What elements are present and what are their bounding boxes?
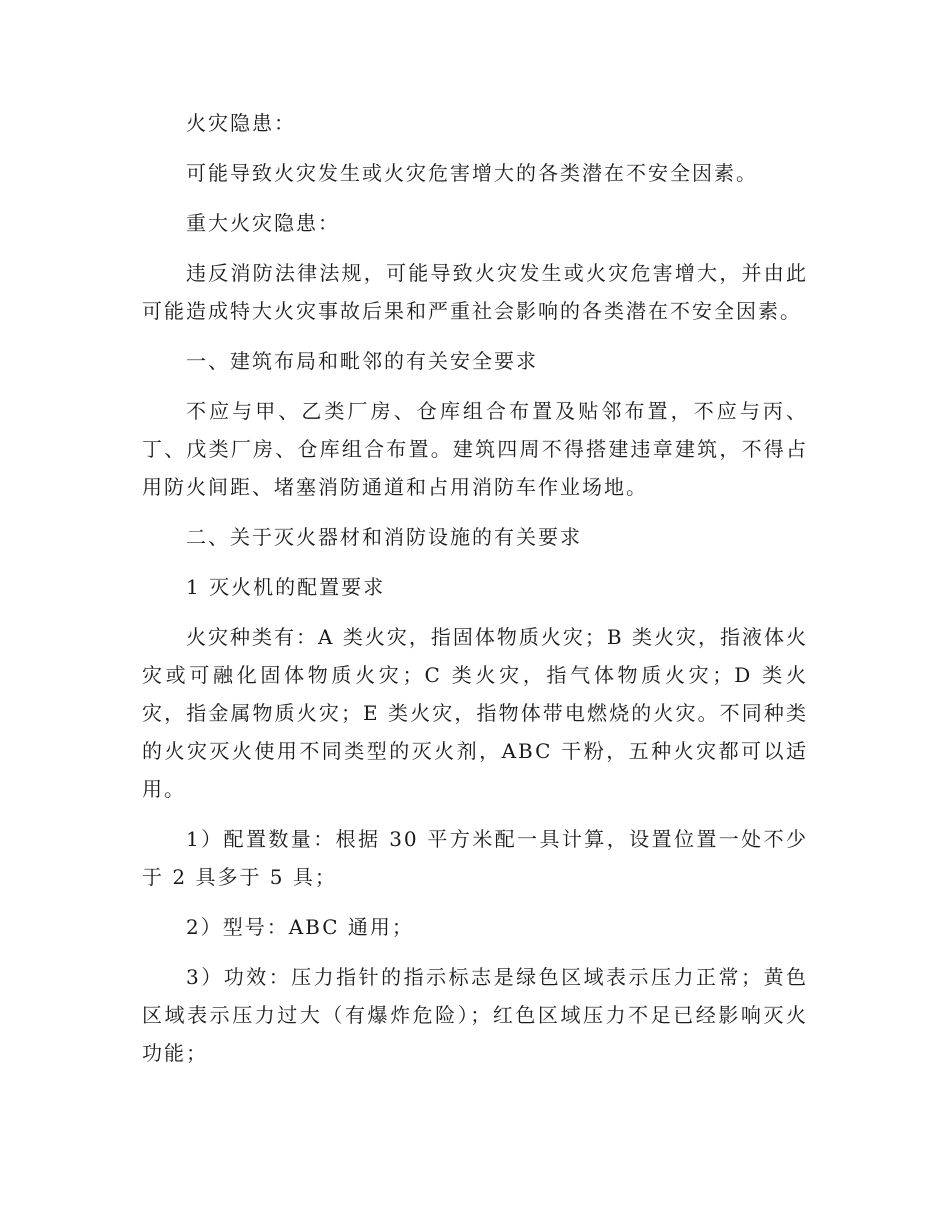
heading-fire-hazard: 火灾隐患： xyxy=(186,111,296,135)
definition-major-fire-hazard: 违反消防法律法规，可能导致火灾发生或火灾危害增大，并由此可能造成特大火灾事故后果和严重社会影响的各类潜在不安全因素。 xyxy=(142,261,808,323)
heading-major-fire-hazard: 重大火灾隐患： xyxy=(186,211,340,235)
document-body xyxy=(142,104,808,1072)
list-item-model: 2）型号：ABC 通用； xyxy=(186,915,414,939)
definition-fire-hazard: 可能导致火灾发生或火灾危害增大的各类潜在不安全因素。 xyxy=(186,161,758,185)
paragraph-building-layout: 不应与甲、乙类厂房、仓库组合布置及贴邻布置，不应与丙、丁、戊类厂房、仓库组合布置。建筑四周不得搭建违章建筑，不得占用防火间距、堵塞消防通道和占用消防车作业场地。 xyxy=(142,399,808,499)
subheading-extinguisher-config: 1 灭火机的配置要求 xyxy=(186,575,386,599)
list-item-function: 3）功效：压力指针的指示标志是绿色区域表示压力正常；黄色区域表示压力过大（有爆炸危险）；红色区域压力不足已经影响灭火功能； xyxy=(142,965,808,1065)
list-item-quantity: 1）配置数量：根据 30 平方米配一具计算，设置位置一处不少于 2 具多于 5 具； xyxy=(142,827,808,889)
paragraph-fire-classes: 火灾种类有：A 类火灾，指固体物质火灾；B 类火灾，指液体火灾或可融化固体物质火灾；C 类火灾，指气体物质火灾；D 类火灾，指金属物质火灾；E 类火灾，指物体带电燃烧的火灾。不同种类的火灾灭火使用不同类型的灭火剂，ABC 干粉，五种火灾都可以适用。 xyxy=(142,625,808,801)
section-heading-fire-equipment: 二、关于灭火器材和消防设施的有关要求 xyxy=(186,525,582,549)
section-heading-building-layout: 一、建筑布局和毗邻的有关安全要求 xyxy=(186,349,538,373)
